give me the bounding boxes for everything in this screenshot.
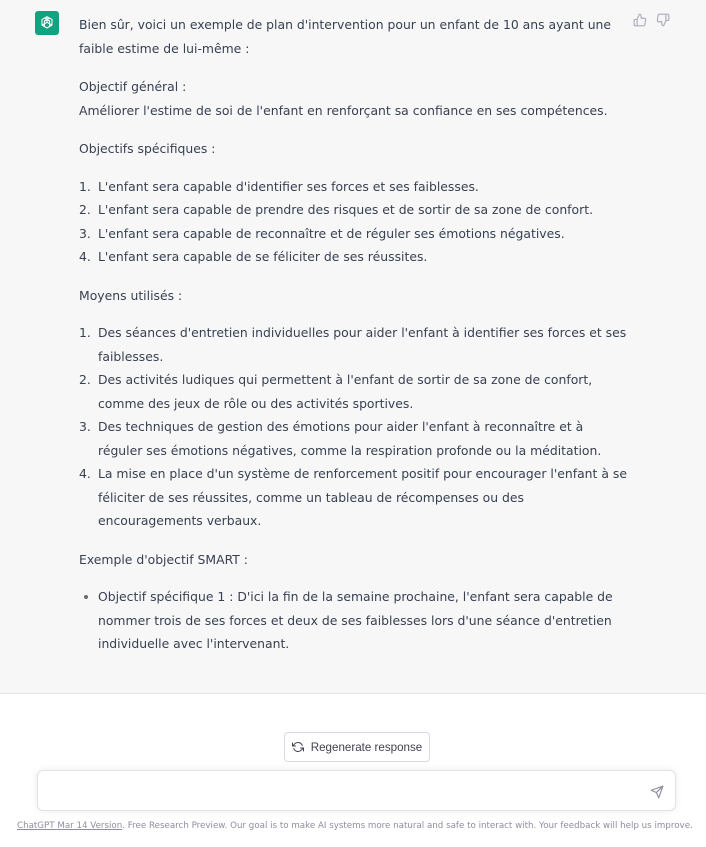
footer-text: . Free Research Preview. Our goal is to make AI systems more natural and safe to interact with. Your feedback will help us improve.	[122, 821, 693, 831]
list-item: 3. L'enfant sera capable de reconnaître et de réguler ses émotions négatives.	[79, 225, 565, 241]
specific-objectives-heading: Objectifs spécifiques :	[79, 141, 216, 156]
message-content	[79, 13, 627, 656]
smart-list	[79, 585, 627, 656]
thumbs-down-icon[interactable]	[656, 13, 670, 27]
refresh-icon	[292, 741, 304, 753]
means-heading: Moyens utilisés :	[79, 287, 183, 303]
regenerate-response-button[interactable]	[284, 732, 430, 762]
bullet-icon	[84, 595, 88, 599]
smart-heading: Exemple d'objectif SMART :	[79, 551, 248, 567]
general-objective-text: Améliorer l'estime de soi de l'enfant en renforçant sa confiance en ses compétences.	[79, 102, 608, 118]
list-item: 2. L'enfant sera capable de prendre des risques et de sortir de sa zone de confort.	[79, 202, 594, 217]
openai-logo-icon	[35, 11, 59, 35]
list-item: 1. Des séances d'entretien individuelles pour aider l'enfant à identifier ses forces et ses faiblesses.	[79, 325, 627, 364]
version-link[interactable]: ChatGPT Mar 14 Version	[17, 821, 123, 831]
thumbs-up-icon[interactable]	[633, 13, 647, 27]
list-item: 4. L'enfant sera capable de se féliciter de ses réussites.	[79, 249, 428, 264]
regenerate-label: Regenerate response	[310, 740, 423, 754]
list-item: Objectif spécifique 1 : D'ici la fin de la semaine prochaine, l'enfant sera capable de nommer trois de ses forces et deux de ses faiblesses lors d'une séance d'entretien individuelle avec l'intervenant.	[79, 585, 627, 656]
intro-text: Bien sûr, voici un exemple de plan d'intervention pour un enfant de 10 ans ayant une faible estime de lui-même :	[79, 17, 612, 56]
specific-objectives-list	[79, 175, 627, 269]
general-objective-heading: Objectif général :	[79, 79, 187, 94]
list-item: 3. Des techniques de gestion des émotions pour aider l'enfant à reconnaître et à réguler ses émotions négatives, comme la respiration profonde ou la méditation.	[79, 419, 602, 458]
message-input-box	[37, 770, 676, 811]
send-icon[interactable]	[649, 784, 664, 799]
feedback-buttons	[633, 13, 670, 27]
list-item: 2. Des activités ludiques qui permettent à l'enfant de sortir de sa zone de confort, comme des jeux de rôle ou des activités sportives.	[79, 372, 593, 411]
list-item: 1. L'enfant sera capable d'identifier ses forces et ses faiblesses.	[79, 178, 479, 194]
message-input[interactable]	[50, 779, 644, 805]
footer-disclaimer	[17, 821, 697, 831]
list-item: 4. La mise en place d'un système de renforcement positif pour encourager l'enfant à se féliciter de ses réussites, comme un tableau de récompenses ou des encouragements verbaux.	[79, 466, 627, 528]
means-list	[79, 321, 627, 533]
